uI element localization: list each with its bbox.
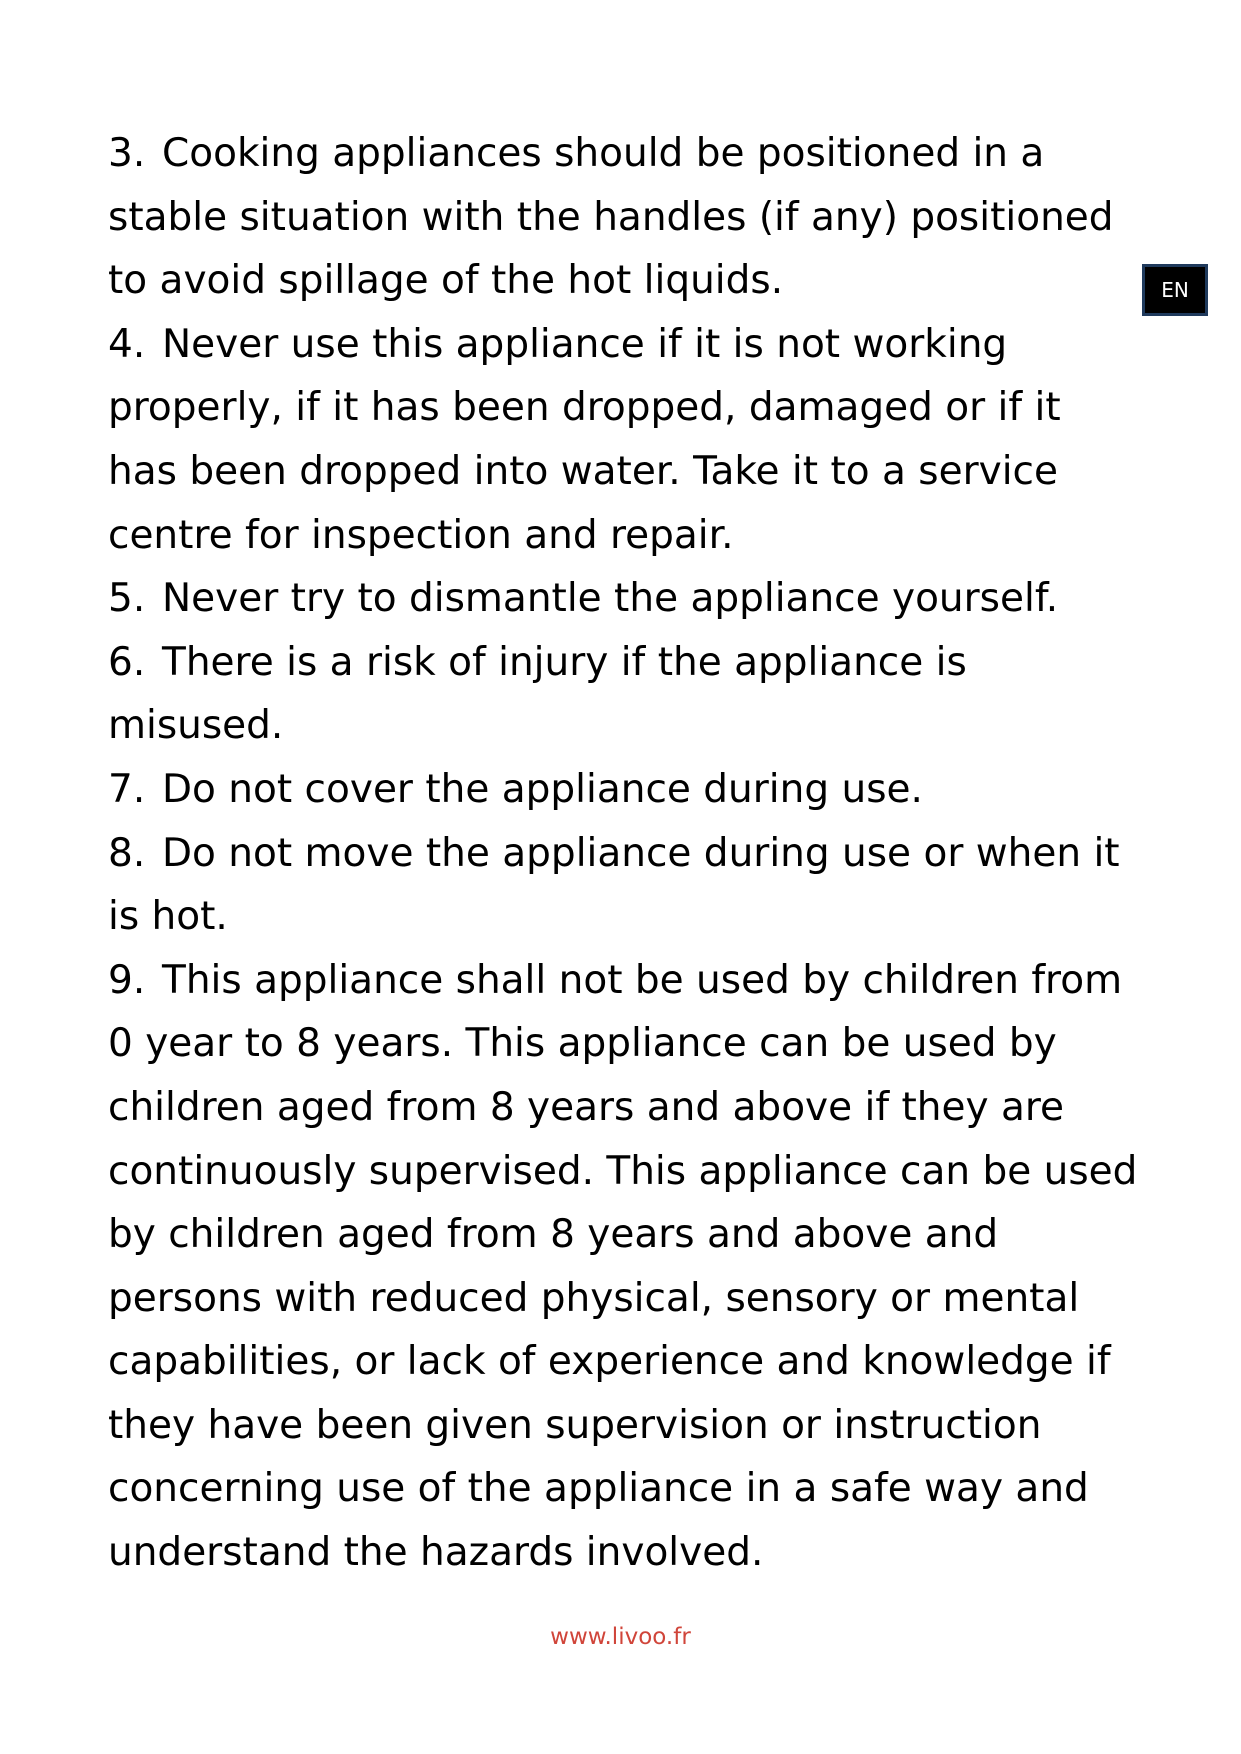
- item-text: Cooking appliances should be positioned in a stable situation with the handles (if any) positioned to avoid spillage of the hot liquids.: [108, 131, 1114, 304]
- list-item: [108, 949, 1138, 1585]
- item-number: 6.: [108, 639, 146, 685]
- list-item: [108, 758, 1138, 822]
- item-number: 3.: [108, 131, 146, 176]
- item-text: Do not cover the appliance during use.: [162, 766, 923, 812]
- item-text: Never use this appliance if it is not working properly, if it has been dropped, damaged or if it has been dropped into water. Take it to a service centre for inspection and repair.: [108, 321, 1061, 558]
- item-number: 4.: [108, 321, 146, 367]
- list-item: [108, 822, 1138, 949]
- item-number: 5.: [108, 576, 146, 622]
- item-number: 8.: [108, 830, 146, 876]
- list-item: [108, 567, 1138, 631]
- item-text: Do not move the appliance during use or when it is hot.: [108, 830, 1120, 940]
- list-item: [108, 313, 1138, 567]
- item-text: This appliance shall not be used by children from 0 year to 8 years. This appliance can be used by children aged from 8 years and above if they are continuously supervised. This appliance can be used by children aged from 8 years and above and persons with reduced physical, sensory or mental capabilities, or lack of experience and knowledge if they have been given supervision or instruction concerning use of the appliance in a safe way and understand the hazards involved.: [108, 957, 1138, 1576]
- list-item: [108, 122, 1138, 313]
- item-number: 7.: [108, 766, 146, 812]
- footer-website-url: www.livoo.fr: [550, 1624, 691, 1650]
- language-badge: EN: [1142, 264, 1208, 316]
- item-text: There is a risk of injury if the appliance is misused.: [108, 639, 967, 749]
- item-text: Never try to dismantle the appliance yourself.: [162, 576, 1059, 622]
- item-number: 9.: [108, 957, 146, 1003]
- safety-instructions-list: [108, 122, 1138, 1585]
- list-item: [108, 631, 1138, 758]
